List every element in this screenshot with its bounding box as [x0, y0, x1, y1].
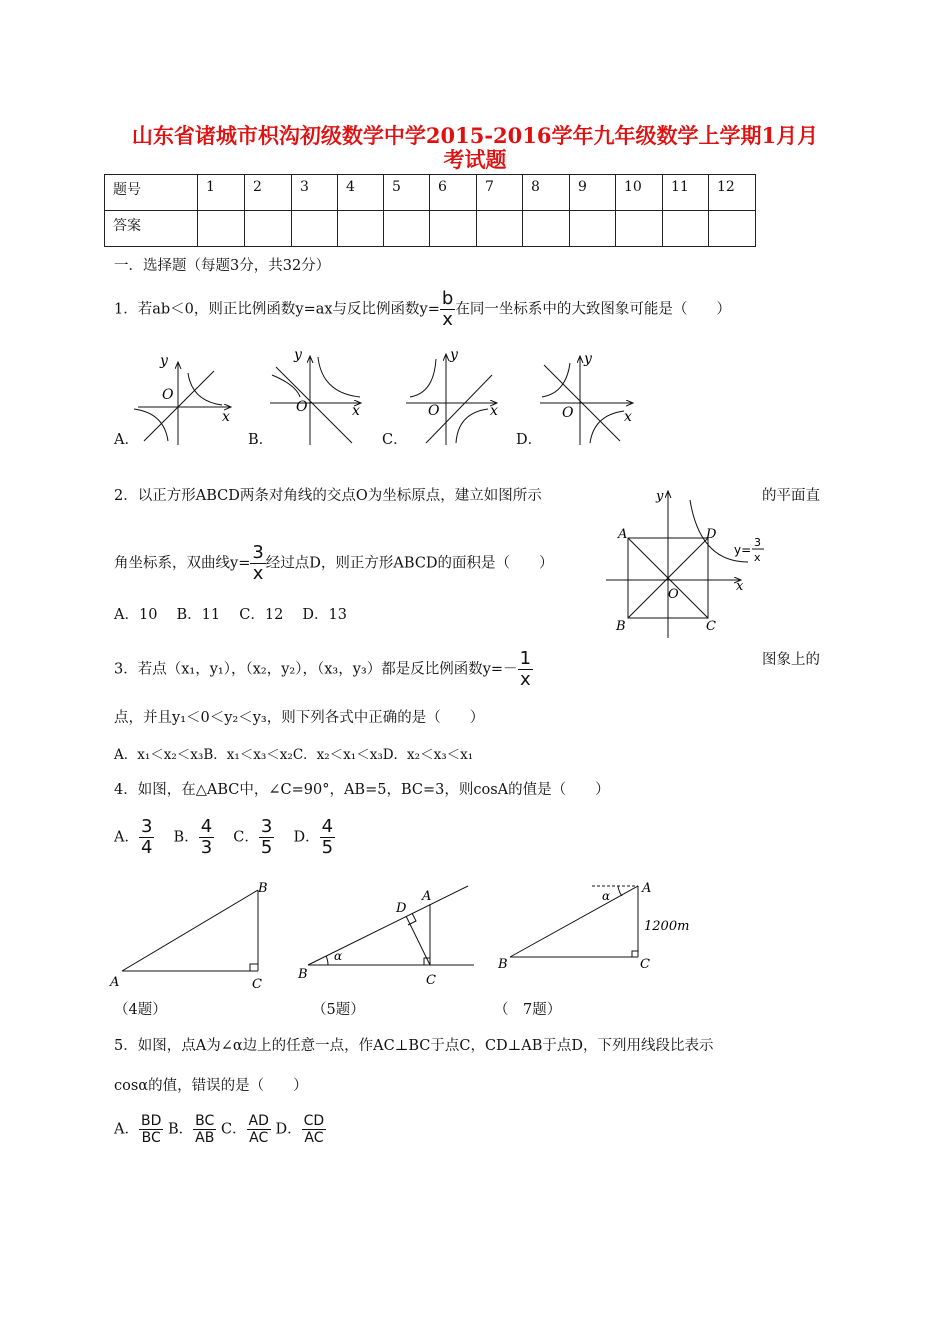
table-cell: 11	[663, 175, 709, 211]
q1-option-c: C．	[382, 432, 408, 448]
point-label: A	[642, 881, 652, 896]
axis-label: x	[222, 409, 230, 425]
option-fraction: $\frac{4}{3}$	[200, 816, 213, 858]
option-label: B．	[173, 829, 199, 846]
table-cell: 1	[198, 175, 245, 211]
axis-label: y	[450, 347, 458, 363]
option-label: C．	[220, 1121, 247, 1138]
q5-text-2: cosα的值，错误的是（ ）	[114, 1078, 308, 1094]
graph-b	[270, 347, 360, 445]
point-label: B	[258, 881, 268, 896]
curve-label-n: 3	[754, 536, 761, 549]
point-label: B	[498, 957, 508, 972]
triangle-figures	[108, 878, 708, 993]
q4-options	[114, 818, 335, 857]
axis-label: y	[294, 347, 302, 363]
answer-table	[104, 174, 756, 247]
graph-d	[540, 351, 632, 445]
question-3-line1	[114, 650, 533, 689]
table-cell: 2	[245, 175, 292, 211]
curve-label-d: x	[754, 551, 761, 564]
answer-cell[interactable]	[477, 211, 523, 247]
page-title-line2: 考试题	[443, 147, 507, 172]
table-row	[105, 175, 756, 211]
table-cell: 4	[338, 175, 384, 211]
point-label: C	[640, 957, 650, 972]
q5-text-1: 5．如图，点A为∠α边上的任意一点，作AC⊥BC于点C，CD⊥AB于点D，下列用线段比表示	[114, 1038, 714, 1054]
option-fraction: $\frac{3}{5}$	[260, 816, 273, 858]
figure-7	[497, 881, 689, 972]
question-2-line2	[114, 544, 554, 583]
question-1	[114, 290, 731, 329]
caption-7: （ 7题）	[494, 1002, 562, 1018]
axis-label: y	[160, 353, 168, 369]
point-label: O	[668, 587, 679, 602]
axis-label: x	[624, 409, 632, 425]
option-fraction: $\frac{4}{5}$	[321, 816, 334, 858]
axis-label: y	[656, 489, 664, 504]
answer-cell[interactable]	[292, 211, 338, 247]
option-label: D．	[293, 829, 320, 846]
q1-text-b: 在同一坐标系中的大致图象可能是（ ）	[455, 301, 731, 318]
point-label: D	[396, 901, 407, 916]
point-label: A	[110, 975, 120, 990]
answer-cell[interactable]	[523, 211, 570, 247]
q1-fraction: $\frac{b}{x}$	[441, 288, 454, 330]
table-cell: 9	[570, 175, 616, 211]
q2-figure	[598, 486, 768, 638]
table-cell: 6	[430, 175, 477, 211]
angle-label: α	[602, 889, 611, 903]
answer-cell[interactable]	[709, 211, 756, 247]
point-label: A	[618, 527, 628, 542]
answer-cell[interactable]	[663, 211, 709, 247]
axis-label: x	[352, 403, 360, 419]
q5-options	[114, 1114, 326, 1145]
table-header-answer: 答案	[105, 211, 198, 247]
q2-text-d: 经过点D，则正方形ABCD的面积是（ ）	[265, 555, 554, 572]
q3-options: A．x₁＜x₂＜x₃B．x₁＜x₃＜x₂C．x₂＜x₁＜x₃D．x₂＜x₃＜x₁	[114, 747, 474, 763]
axis-label: O	[428, 403, 440, 419]
caption-5: （5题）	[312, 1002, 365, 1018]
axis-label: x	[736, 579, 744, 594]
option-fraction: $\frac{BC}{AB}$	[195, 1113, 215, 1146]
axis-label: O	[162, 387, 174, 403]
q2-fraction: $\frac{3}{x}$	[252, 542, 264, 584]
figure-5	[297, 886, 474, 988]
q2-text-b: 的平面直	[762, 488, 820, 504]
q1-option-b: B．	[248, 432, 274, 448]
q2-options: A．10 B．11 C．12 D．13	[114, 607, 347, 623]
option-label: A．	[114, 829, 139, 846]
point-label: A	[422, 889, 432, 904]
figure-4	[109, 881, 268, 992]
q2-text-c: 角坐标系，双曲线y=	[114, 555, 251, 572]
option-fraction: $\frac{3}{4}$	[140, 816, 153, 858]
point-label: B	[298, 967, 308, 982]
option-fraction: $\frac{CD}{AC}$	[303, 1113, 325, 1146]
graph-c	[406, 347, 498, 445]
axis-label: x	[490, 403, 498, 419]
option-fraction: $\frac{BD}{BC}$	[140, 1113, 162, 1146]
q1-graphs	[110, 345, 650, 450]
answer-cell[interactable]	[384, 211, 430, 247]
table-cell: 3	[292, 175, 338, 211]
axis-label: O	[562, 405, 574, 421]
table-cell: 5	[384, 175, 430, 211]
q1-text-a: 1．若ab＜0，则正比例函数y=ax与反比例函数y=	[114, 301, 440, 318]
section-heading: 一．选择题（每题3分，共32分）	[114, 258, 331, 274]
table-cell: 7	[477, 175, 523, 211]
table-cell: 10	[616, 175, 663, 211]
height-label: 1200m	[644, 919, 690, 934]
curve-label: y=	[734, 543, 752, 557]
axis-label: O	[296, 399, 308, 415]
point-label: C	[426, 973, 436, 988]
caption-4: （4题）	[114, 1002, 167, 1018]
point-label: C	[706, 619, 716, 634]
q3-text-c: 点，并且y₁＜0＜y₂＜y₃，则下列各式中正确的是（ ）	[114, 710, 485, 726]
point-label: C	[252, 977, 262, 992]
angle-label: α	[334, 949, 343, 963]
graph-a	[134, 353, 230, 445]
q3-fraction: $\frac{1}{x}$	[519, 648, 532, 690]
q3-text-a: 3．若点（x₁，y₁），（x₂，y₂），（x₃，y₃）都是反比例函数y=－	[114, 661, 518, 678]
q4-text: 4．如图，在△ABC中，∠C=90°，AB=5，BC=3，则cosA的值是（ ）	[114, 782, 610, 798]
q1-option-a: A．	[114, 432, 139, 448]
table-cell: 12	[709, 175, 756, 211]
answer-cell[interactable]	[570, 211, 616, 247]
option-label: A．	[114, 1121, 139, 1138]
answer-cell[interactable]	[198, 211, 245, 247]
option-label: D．	[275, 1121, 302, 1138]
option-fraction: $\frac{AD}{AC}$	[248, 1113, 269, 1146]
q3-text-b: 图象上的	[762, 652, 820, 668]
answer-cell[interactable]	[338, 211, 384, 247]
option-label: C．	[233, 829, 259, 846]
option-label: B．	[167, 1121, 194, 1138]
table-row	[105, 211, 756, 247]
answer-cell[interactable]	[616, 211, 663, 247]
answer-cell[interactable]	[430, 211, 477, 247]
q1-option-d: D．	[516, 432, 543, 448]
point-label: D	[706, 527, 717, 542]
answer-cell[interactable]	[245, 211, 292, 247]
axis-label: y	[584, 351, 592, 367]
table-header-number: 题号	[105, 175, 198, 211]
table-cell: 8	[523, 175, 570, 211]
q2-text-a: 2．以正方形ABCD两条对角线的交点O为坐标原点，建立如图所示	[114, 488, 542, 504]
point-label: B	[616, 619, 626, 634]
page-title: 山东省诸城市枳沟初级数学中学2015-2016学年九年级数学上学期1月月	[131, 123, 819, 148]
